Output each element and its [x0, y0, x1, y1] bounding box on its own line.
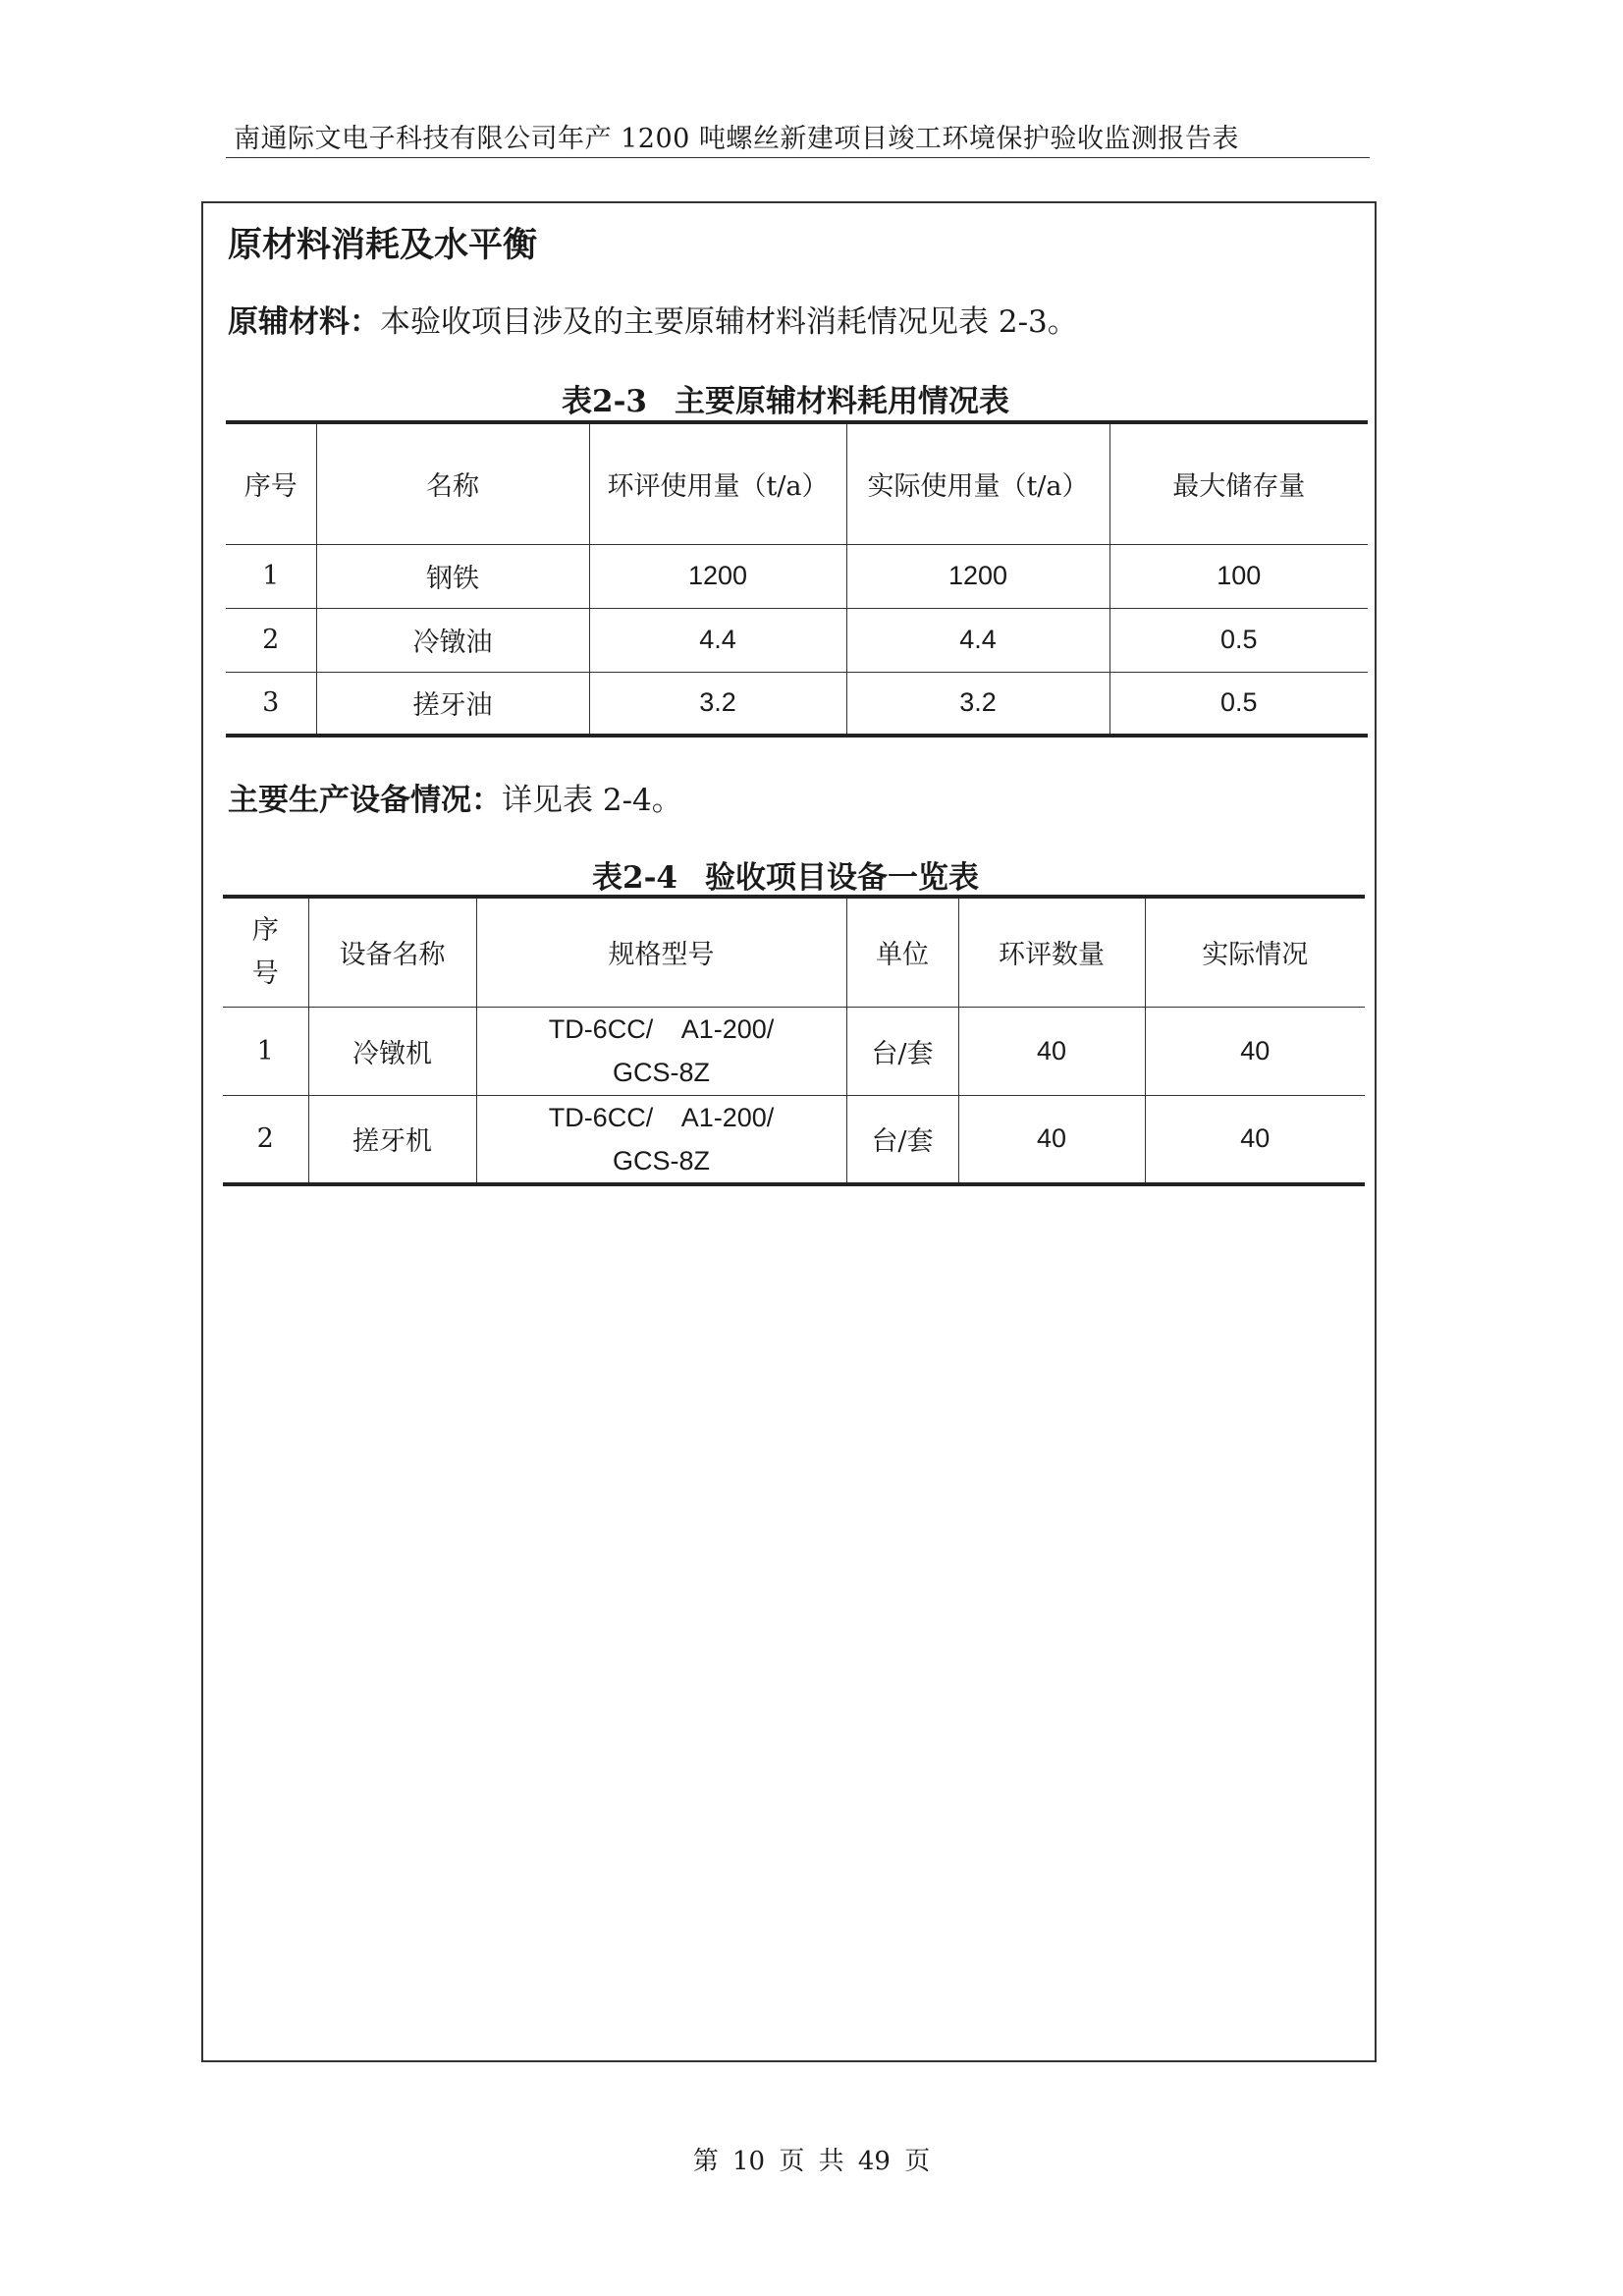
cell-eia-quantity: 40 [958, 1095, 1145, 1184]
cell-name: 钢铁 [316, 544, 589, 608]
cell-actual-usage: 1200 [846, 544, 1109, 608]
cell-index: 1 [223, 1007, 308, 1095]
cell-max-storage: 0.5 [1109, 608, 1368, 672]
cell-model [476, 1095, 846, 1184]
model-line-1: TD-6CC/ A1-200/ [548, 1102, 775, 1132]
col-header-name: 名称 [316, 422, 589, 544]
cell-equipment-name: 搓牙机 [308, 1095, 476, 1184]
table-2-3-title: 主要原辅材料耗用情况表 [675, 384, 1010, 419]
section-title: 原材料消耗及水平衡 [228, 225, 538, 265]
cell-max-storage: 0.5 [1109, 672, 1368, 736]
cell-actual-usage: 4.4 [846, 608, 1109, 672]
col-header-equipment-name: 设备名称 [308, 897, 476, 1007]
report-header-title: 南通际文电子科技有限公司年产 1200 吨螺丝新建项目竣工环境保护验收监测报告表 [234, 124, 1239, 154]
cell-name: 冷镦油 [316, 608, 589, 672]
table-2-3-caption [562, 376, 1009, 420]
model-line-1: TD-6CC/ A1-200/ [548, 1014, 775, 1044]
cell-index: 2 [223, 1095, 308, 1184]
table-header-row [226, 422, 1368, 544]
equipment-paragraph [228, 775, 682, 819]
page-number: 第 10 页 共 49 页 [692, 2147, 931, 2176]
cell-eia-usage: 1200 [589, 544, 846, 608]
cell-eia-quantity: 40 [958, 1007, 1145, 1095]
cell-unit: 台/套 [846, 1007, 958, 1095]
header-divider [226, 157, 1370, 158]
raw-materials-paragraph [228, 297, 1078, 341]
cell-eia-usage: 4.4 [589, 608, 846, 672]
cell-index: 3 [226, 672, 316, 736]
table-2-4-title: 验收项目设备一览表 [705, 860, 980, 896]
col-header-index: 序号 [223, 897, 308, 1007]
col-header-actual-status: 实际情况 [1145, 897, 1365, 1007]
col-header-eia-usage: 环评使用量（t/a） [589, 422, 846, 544]
table-row [226, 544, 1368, 608]
table-row [223, 1095, 1365, 1184]
table-row [223, 1007, 1365, 1095]
cell-equipment-name: 冷镦机 [308, 1007, 476, 1095]
equipment-label: 主要生产设备情况： [228, 783, 502, 818]
equipment-text: 详见表 2-4。 [502, 783, 682, 818]
cell-name: 搓牙油 [316, 672, 589, 736]
table-2-4-number: 表2-4 [592, 860, 678, 896]
cell-actual-usage: 3.2 [846, 672, 1109, 736]
col-header-unit: 单位 [846, 897, 958, 1007]
raw-materials-table [226, 420, 1368, 738]
cell-max-storage: 100 [1109, 544, 1368, 608]
cell-actual-status: 40 [1145, 1095, 1365, 1184]
cell-actual-status: 40 [1145, 1007, 1365, 1095]
raw-materials-label: 原辅材料： [228, 304, 380, 340]
col-header-max-storage: 最大储存量 [1109, 422, 1368, 544]
col-header-index: 序号 [226, 422, 316, 544]
table-row [226, 608, 1368, 672]
cell-index: 2 [226, 608, 316, 672]
equipment-table [223, 895, 1365, 1186]
table-row [226, 672, 1368, 736]
cell-unit: 台/套 [846, 1095, 958, 1184]
col-header-actual-usage: 实际使用量（t/a） [846, 422, 1109, 544]
cell-model [476, 1007, 846, 1095]
col-header-eia-quantity: 环评数量 [958, 897, 1145, 1007]
cell-eia-usage: 3.2 [589, 672, 846, 736]
table-header-row [223, 897, 1365, 1007]
table-2-3-number: 表2-3 [562, 384, 648, 419]
model-line-2: GCS-8Z [612, 1058, 710, 1087]
col-header-model: 规格型号 [476, 897, 846, 1007]
raw-materials-text: 本验收项目涉及的主要原辅材料消耗情况见表 2-3。 [380, 304, 1078, 340]
model-line-2: GCS-8Z [612, 1145, 710, 1175]
cell-index: 1 [226, 544, 316, 608]
table-2-4-caption [592, 852, 979, 897]
